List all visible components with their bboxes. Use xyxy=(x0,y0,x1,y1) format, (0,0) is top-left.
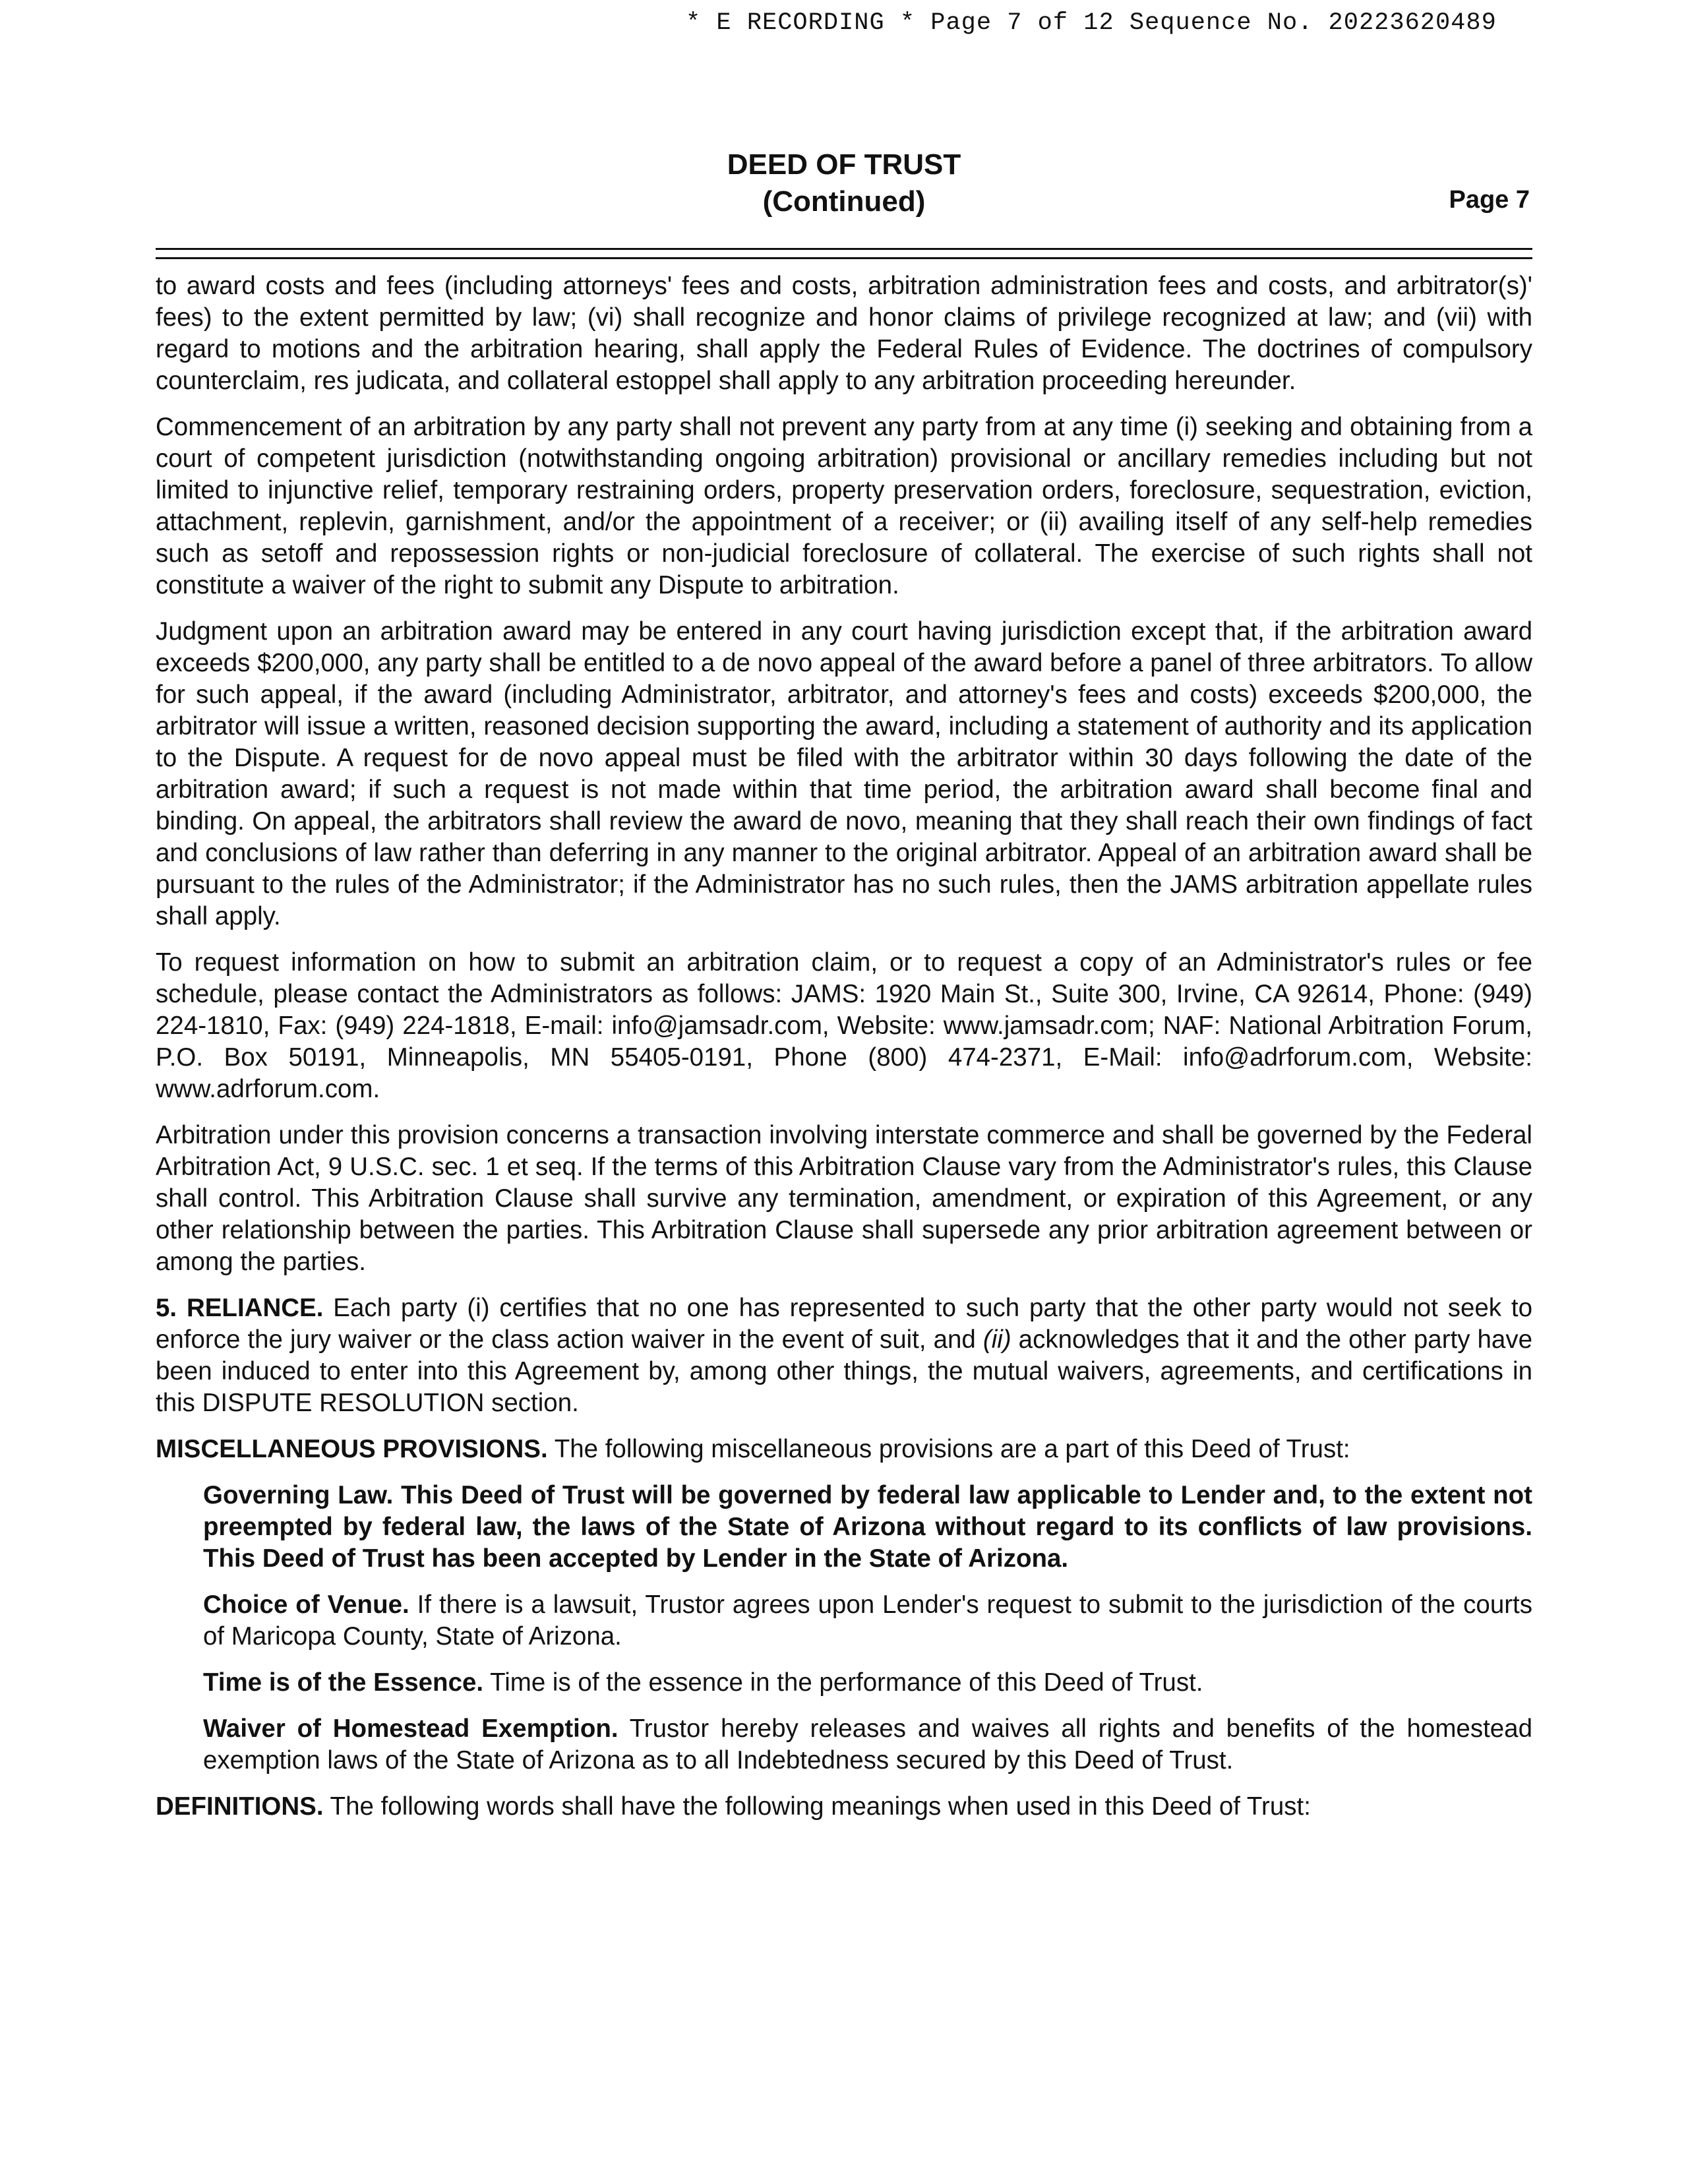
page-number: Page 7 xyxy=(1449,186,1530,214)
title-block xyxy=(0,146,1688,220)
paragraph-commencement: Commencement of an arbitration by any party shall not prevent any party from at any time (i) seeking and obtaining from a court of competent jurisdiction (notwithstanding ongoing arbitration) provisional or ancillary remedies including but not limited to injunctive relief, temporary restraining orders, property preservation orders, foreclosure, sequestration, eviction, attachment, replevin, garnishment, and/or the appointment of a receiver; or (ii) availing itself of any self-help remedies such as setoff and repossession rights or non-judicial foreclosure of collateral. The exercise of such rights shall not constitute a waiver of the right to submit any Dispute to arbitration. xyxy=(156,413,1532,599)
paragraph-judgment: Judgment upon an arbitration award may be entered in any court having jurisdiction except that, if the arbitration award exceeds $200,000, any party shall be entitled to a de novo appeal of the award before a panel of three arbitrators. To allow for such appeal, if the award (including Administrator, arbitrator, and attorney's fees and costs) exceeds $200,000, the arbitrator will issue a written, reasoned decision supporting the award, including a statement of authority and its application to the Dispute. A request for de novo appeal must be filed with the arbitrator within 30 days following the date of the arbitration award; if such a request is not made within that time period, the arbitration award shall become final and binding. On appeal, the arbitrators shall review the award de novo, meaning that they shall reach their own findings of fact and conclusions of law rather than deferring in any manner to the original arbitrator. Appeal of an arbitration award shall be pursuant to the rules of the Administrator; if the Administrator has no such rules, then the JAMS arbitration appellate rules shall apply. xyxy=(156,617,1532,930)
venue-text: If there is a lawsuit, Trustor agrees upon Lender's request to submit to the jurisdiction of the courts of Maricopa County, State of Arizona. xyxy=(203,1591,1532,1651)
reliance-heading: 5. RELIANCE. xyxy=(156,1294,324,1322)
paragraph-award-costs: to award costs and fees (including attorneys' fees and costs, arbitration administration fees and costs, and arbitrator(s)' fees) to the extent permitted by law; (vi) shall recognize and honor claims of privilege recognized at law; and (vii) with regard to motions and the arbitration hearing, shall apply the Federal Rules of Evidence. The doctrines of compulsory counterclaim, res judicata, and collateral estoppel shall apply to any arbitration proceeding hereunder. xyxy=(156,272,1532,395)
governing-law-text: This Deed of Trust will be governed by federal law applicable to Lender and, to the extent not preempted by federal law, the laws of the State of Arizona without regard to its conflicts of law provisions. This Deed of Trust has been accepted by Lender in the State of Arizona. xyxy=(203,1481,1533,1573)
definitions-text: The following words shall have the following meanings when used in this Deed of Trust: xyxy=(323,1792,1311,1821)
reliance-text-c: acknowledges that it and the other party have been induced to enter into this Agreement by, among other things, the mutual waivers, agreements, and certifications in this DISPUTE RESOLUTION section. xyxy=(156,1325,1532,1417)
misc-heading: MISCELLANEOUS PROVISIONS. xyxy=(156,1435,548,1463)
paragraph-interstate-commerce: Arbitration under this provision concerns a transaction involving interstate commerce and shall be governed by the Federal Arbitration Act, 9 U.S.C. sec. 1 et seq. If the terms of this Arbitration Clause vary from the Administrator's rules, this Clause shall control. This Arbitration Clause shall survive any termination, amendment, or expiration of this Agreement, or any other relationship between the parties. This Arbitration Clause shall supersede any prior arbitration agreement between or among the parties. xyxy=(156,1121,1532,1276)
homestead-heading: Waiver of Homestead Exemption. xyxy=(203,1714,618,1743)
paragraph-misc-intro xyxy=(156,1434,1532,1465)
paragraph-definitions xyxy=(156,1791,1532,1823)
time-heading: Time is of the Essence. xyxy=(203,1668,484,1697)
paragraph-choice-of-venue xyxy=(203,1589,1532,1653)
reliance-text-a: Each party (i) certifies that no one has represented to such party that the other party would not seek to enforce the jury waiver or the class action waiver in the event of suit, and xyxy=(156,1294,1532,1354)
paragraph-governing-law xyxy=(203,1480,1532,1575)
governing-law-heading: Governing Law. xyxy=(203,1481,394,1509)
venue-heading: Choice of Venue. xyxy=(203,1591,409,1619)
misc-intro-text: The following miscellaneous provisions are a part of this Deed of Trust: xyxy=(547,1435,1350,1463)
homestead-text: Trustor hereby releases and waives all rights and benefits of the homestead exemption laws of the State of Arizona as to all Indebtedness secured by this Deed of Trust. xyxy=(203,1714,1533,1774)
document-body xyxy=(156,270,1532,1837)
doc-title: DEED OF TRUST xyxy=(727,148,961,181)
paragraph-time-essence xyxy=(203,1667,1532,1699)
time-text: Time is of the essence in the performance of this Deed of Trust. xyxy=(483,1668,1203,1697)
recording-header: * E RECORDING * Page 7 of 12 Sequence No. 20223620489 xyxy=(686,9,1497,37)
paragraph-reliance xyxy=(156,1292,1532,1419)
paragraph-homestead xyxy=(203,1713,1532,1776)
definitions-heading: DEFINITIONS. xyxy=(156,1792,324,1821)
reliance-text-b: (ii) xyxy=(982,1325,1011,1354)
header-rule-bottom xyxy=(156,257,1532,259)
header-rule-top xyxy=(156,248,1532,250)
paragraph-contact-info: To request information on how to submit an arbitration claim, or to request a copy of an Administrator's rules or fee schedule, please contact the Administrators as follows: JAMS: 1920 Main St., Suite 300, Irvine, CA 92614, Phone: (949) 224-1810, Fax: (949) 224-1818, E-mail: info@jamsadr.com, Website: www.jamsadr.com; NAF: National Arbitration Forum, P.O. Box 50191, Minneapolis, MN 55405-0191, Phone (800) 474-2371, E-Mail: info@adrforum.com, Website: www.adrforum.com. xyxy=(156,948,1532,1103)
doc-subtitle: (Continued) xyxy=(762,185,926,218)
